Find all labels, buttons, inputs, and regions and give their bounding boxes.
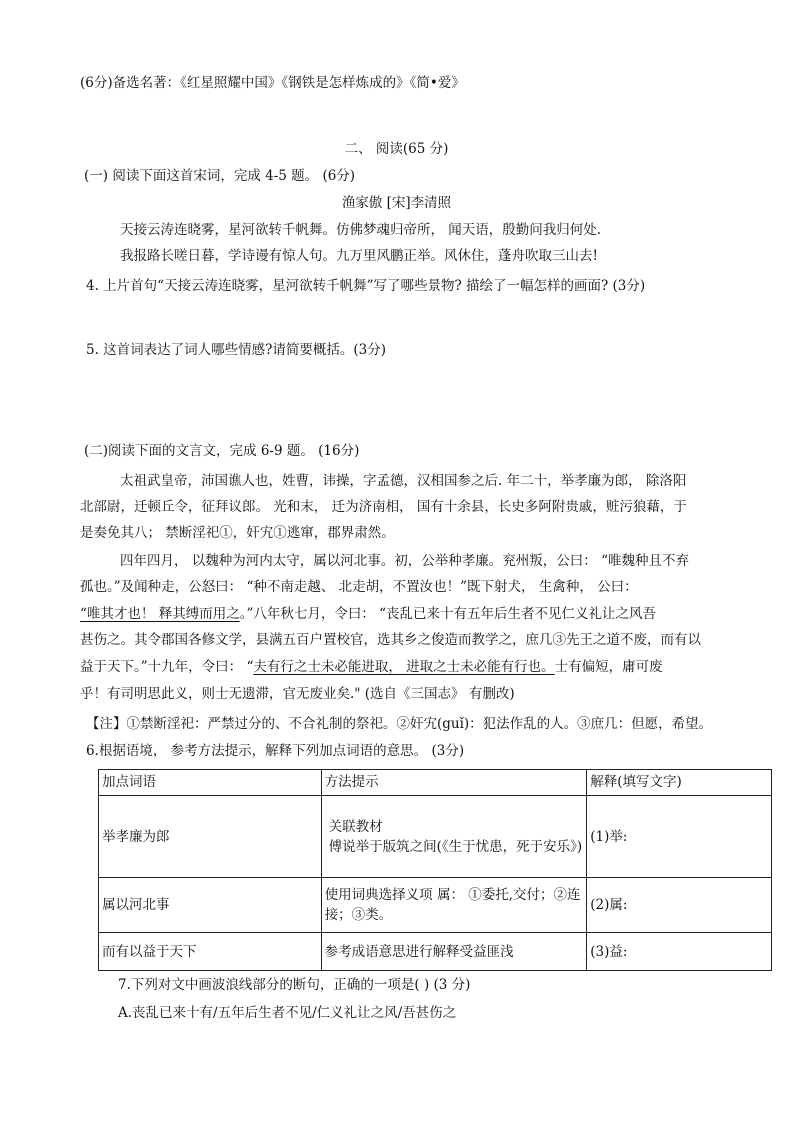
question-7-option-a[interactable]: A.丧乱已来十有/五年后生者不见/仁义礼让之风/吾甚伤之 — [118, 1005, 457, 1021]
poem-title: 渔家傲 [宋]李清照 — [341, 195, 452, 211]
top-line: (6分)备选名著：《红星照耀中国》《钢铁是怎样炼成的》《简•爱》 — [80, 75, 465, 91]
hint-line: 傅说举于版筑之间(《生于忧患，死于安乐》) — [328, 838, 583, 855]
table-cell-answer[interactable]: (3)益: — [587, 933, 772, 971]
table-cell-hint — [321, 796, 587, 878]
passage-p2-line5 — [80, 657, 663, 677]
passage-p2-line3 — [80, 604, 656, 624]
table-cell-word: 举孝廉为郎 — [99, 796, 322, 878]
underlined-sentence-2: 夫有行之士未必能进取， 进取之士未必能有行也。 — [253, 659, 555, 675]
table-header: 解释(填写文字) — [587, 770, 772, 796]
hint-line: 关联教材 — [328, 818, 383, 835]
table-cell-word: 属以河北事 — [99, 878, 322, 933]
table-cell-hint: 使用词典选择义项 属： ①委托,交付；②连接；③类。 — [321, 878, 587, 933]
table-cell-word: 而有以益于天下 — [99, 933, 322, 971]
passage-p1-line2: 北部尉，迁顿丘令，征拜议郎。 光和末， 迁为济南相， 国有十余县，长史多阿附贵戚，赃污狼藉，于 — [80, 499, 687, 515]
passage-p1-line1: 太祖武皇帝，沛国谯人也，姓曹，讳操，字孟德，汉相国参之后. 年二十，举孝廉为郎， 除洛阳 — [120, 473, 687, 489]
underlined-sentence-1: “唯其才也！ 释其缚而用之 — [80, 606, 240, 622]
passage-p2-line2: 孤也。”及闻种走，公怒曰： “种不南走越、 北走胡，不置汝也！”既下射犬， 生禽种， 公曰： — [80, 579, 638, 595]
passage-text: 。”八年秋七月，令曰： “丧乱已来十有五年后生者不见仁义礼让之风吾 — [239, 606, 657, 622]
table-row — [99, 878, 772, 933]
table-cell-hint: 参考成语意思进行解释受益匪浅 — [321, 933, 587, 971]
table-cell-answer[interactable]: (2)属: — [587, 878, 772, 933]
poem-line-2: 我报路长嗟日暮，学诗谩有惊人句。九万里风鹏正举。风休住，蓬舟吹取三山去! — [120, 248, 598, 264]
question-7: 7.下列对文中画波浪线部分的断句，正确的一项是( ) (3 分) — [118, 977, 471, 993]
section-title: 二、 阅读(65 分) — [344, 141, 449, 157]
passage-p2-line6: 乎！有司明思此义，则士无遗滞，官无废业矣." (选自《三国志》 有删改) — [80, 686, 515, 702]
annotation-note: 【注】①禁断淫祀：严禁过分的、不合礼制的祭祀。②奸宄(guǐ)：犯法作乱的人。③庶几：但愿，希望。 — [86, 716, 713, 732]
part1-instruction: (一) 阅读下面这首宋词，完成 4-5 题。 (6分) — [84, 168, 356, 184]
question-4: 4. 上片首句“天接云涛连晓雾，星河欲转千帆舞”写了哪些景物? 描绘了一幅怎样的画面? (3分) — [86, 278, 646, 294]
part2-instruction: (二)阅读下面的文言文，完成 6-9 题。 (16分) — [84, 443, 360, 459]
table-header-row — [99, 770, 772, 796]
table-header: 加点词语 — [99, 770, 322, 796]
passage-p1-line3: 是奏免其八； 禁断淫祀①，奸宄①逃窜，郡界肃然。 — [80, 525, 395, 541]
vocabulary-table — [98, 769, 772, 971]
question-6: 6.根据语境， 参考方法提示，解释下列加点词语的意思。 (3分) — [86, 743, 465, 759]
question-5: 5. 这首词表达了词人哪些情感?请简要概括。(3分) — [86, 342, 387, 358]
passage-p2-line1: 四年四月， 以魏种为河内太守，属以河北事。初，公举种孝廉。兖州叛，公曰： “唯魏种且不弃 — [120, 553, 689, 569]
table-cell-answer[interactable]: (1)举: — [587, 796, 772, 878]
passage-text: 益于天下。”十九年，令曰： “ — [80, 659, 254, 675]
table-header: 方法提示 — [321, 770, 587, 796]
poem-line-1: 天接云涛连晓雾，星河欲转千帆舞。仿佛梦魂归帝所， 闻天语，殷勤问我归何处. — [120, 222, 602, 238]
passage-p2-line4: 甚伤之。其令郡国各修文学，县满五百户置校官，选其乡之俊造而教学之，庶几③先王之道不废，而有以 — [80, 632, 701, 648]
passage-text: 士有偏短，庸可废 — [554, 659, 663, 675]
table-row — [99, 933, 772, 971]
table-row — [99, 796, 772, 878]
